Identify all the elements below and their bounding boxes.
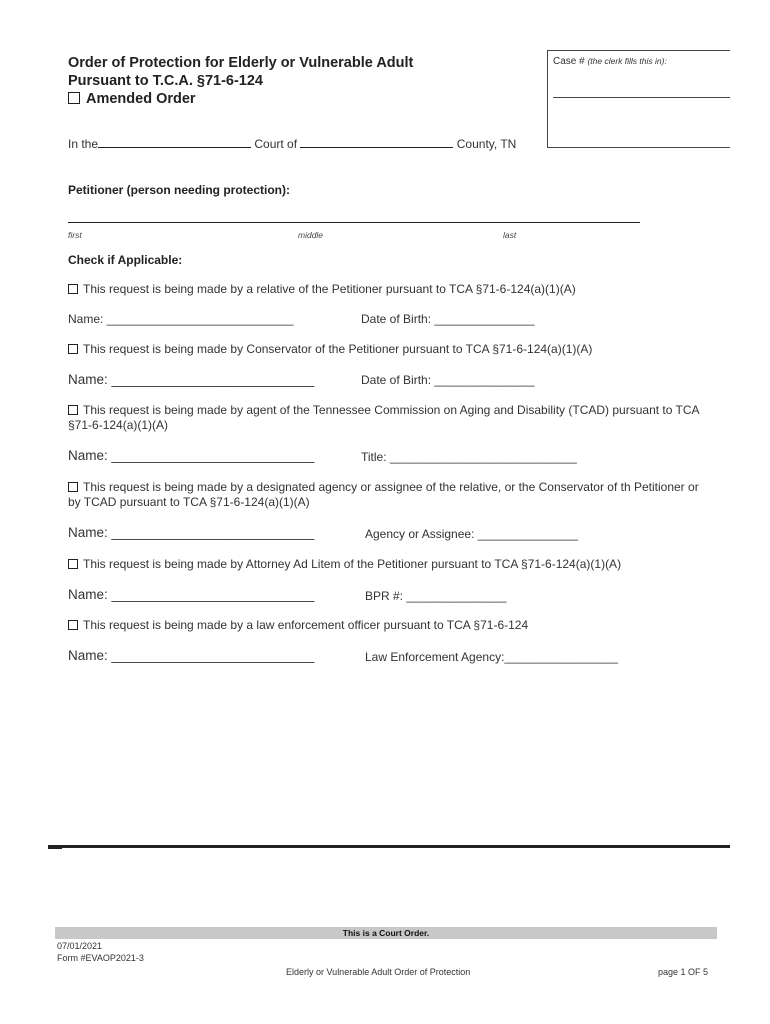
request-law-enforcement (68, 618, 528, 632)
section-divider-tick (48, 848, 62, 849)
petitioner-name-field[interactable] (68, 222, 640, 223)
in-the-label: In the (68, 137, 99, 151)
request-attorney-ad-litem (68, 557, 621, 571)
request-law-enforcement-text: This request is being made by a law enforcement officer pursuant to TCA §71-6-124 (83, 618, 529, 632)
attorney-name-field[interactable]: Name: ___________________________ (68, 587, 315, 602)
petitioner-heading: Petitioner (person needing protection): (68, 183, 291, 197)
conservator-dob-field[interactable]: Date of Birth: _______________ (361, 373, 535, 387)
county-field[interactable] (300, 136, 453, 148)
designated-agency-name-field[interactable]: Name: ___________________________ (68, 525, 315, 540)
petitioner-middle-label: middle (298, 230, 324, 240)
request-tcad-agent-checkbox[interactable] (68, 405, 78, 415)
case-number-label (553, 56, 667, 67)
request-relative-checkbox[interactable] (68, 284, 78, 294)
request-relative (68, 282, 576, 296)
tcad-agent-title-field[interactable]: Title: ____________________________ (361, 450, 577, 464)
amended-order-row (68, 90, 196, 109)
request-tcad-agent-text-line2: §71-6-124(a)(1)(A) (68, 418, 169, 432)
request-designated-agency-text: This request is being made by a designated agency or assignee of the relative, or the Conservator of th Petitioner or (83, 480, 699, 494)
section-divider (48, 845, 730, 848)
request-conservator (68, 342, 592, 356)
form-date: 07/01/2021 (57, 941, 103, 951)
request-attorney-ad-litem-text: This request is being made by Attorney Ad Litem of the Petitioner pursuant to TCA §71-6-124(a)(1)(A) (83, 557, 622, 571)
request-relative-text: This request is being made by a relative of the Petitioner pursuant to TCA §71-6-124(a)(1)(A) (83, 282, 576, 296)
relative-name-field[interactable]: Name: ____________________________ (68, 312, 294, 326)
request-designated-agency-checkbox[interactable] (68, 482, 78, 492)
court-line (68, 136, 516, 151)
tcad-agent-name-field[interactable]: Name: ___________________________ (68, 448, 315, 463)
case-number-hint: (the clerk fills this in): (587, 56, 667, 66)
page-number: page 1 OF 5 (658, 967, 709, 977)
officer-name-field[interactable]: Name: ___________________________ (68, 648, 315, 663)
amended-order-checkbox[interactable] (68, 92, 80, 104)
request-designated-agency-text-line2: by TCAD pursuant to TCA §71-6-124(a)(1)(A) (68, 495, 310, 509)
county-label: County, TN (456, 137, 517, 151)
conservator-name-field[interactable]: Name: ___________________________ (68, 372, 315, 387)
court-order-banner: This is a Court Order. (55, 927, 717, 939)
court-of-label: Court of (254, 137, 298, 151)
form-title-line2: Pursuant to T.C.A. §71-6-124 (68, 73, 263, 89)
check-applicable-heading: Check if Applicable: (68, 253, 183, 267)
request-law-enforcement-checkbox[interactable] (68, 620, 78, 630)
agency-assignee-field[interactable]: Agency or Assignee: _______________ (365, 527, 578, 541)
request-tcad-agent (68, 403, 700, 417)
amended-order-label: Amended Order (86, 91, 196, 107)
request-conservator-text: This request is being made by Conservator of the Petitioner pursuant to TCA §71-6-124(a)(1)(A) (83, 342, 593, 356)
petitioner-first-label: first (68, 230, 82, 240)
bpr-number-field[interactable]: BPR #: _______________ (365, 589, 507, 603)
request-tcad-agent-text: This request is being made by agent of the Tennessee Commission on Aging and Disability (TCAD) pursuant to TCA (83, 403, 700, 417)
case-number-text: Case # (553, 56, 585, 67)
case-number-field[interactable] (553, 97, 730, 98)
form-title-line1: Order of Protection for Elderly or Vulnerable Adult (68, 55, 414, 71)
request-designated-agency (68, 480, 699, 494)
relative-dob-field[interactable]: Date of Birth: _______________ (361, 312, 535, 326)
case-number-box (547, 50, 730, 148)
request-conservator-checkbox[interactable] (68, 344, 78, 354)
form-number: Form #EVAOP2021-3 (57, 953, 144, 963)
law-enforcement-agency-field[interactable]: Law Enforcement Agency:_________________ (365, 650, 618, 664)
request-attorney-ad-litem-checkbox[interactable] (68, 559, 78, 569)
court-type-field[interactable] (98, 136, 251, 148)
petitioner-last-label: last (503, 230, 517, 240)
footer-form-title: Elderly or Vulnerable Adult Order of Protection (286, 967, 471, 977)
